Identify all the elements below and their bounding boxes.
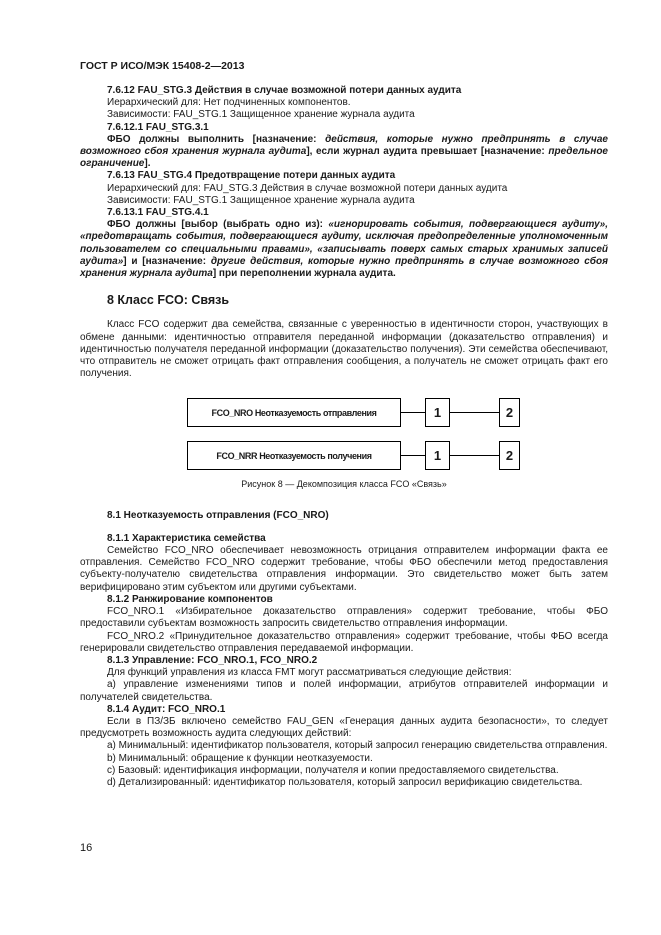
section-7-6-13-dependencies: Зависимости: FAU_STG.1 Защищенное хранение журнала аудита [107,194,415,206]
component-number: 1 [433,447,442,463]
section-8-1-title: 8.1 Неотказуемость отправления (FCO_NRO) [107,509,329,521]
section-8-1-4-item-d: d) Детализированный: идентификатор пользователя, который запросил верификацию свидетельства. [107,776,583,788]
element-fau-stg-4-1-text [80,219,608,280]
section-8-1-1-text: Семейство FCO_NRO обеспечивает невозможность отрицания отправителем информации факта ее отправления. Семейство FCO_NRO содержит требование, чтобы ФБО обеспечили метод предоставления субъекту-получателю свидетельства отправления информации. Это свидетельство может быть затем верифицировано этим субъектом или другими субъектами. [80,545,608,593]
component-box-1 [425,398,450,427]
element-text-part: ] и [назначение: [123,255,211,267]
section-8-1-2-para-1: FCO_NRO.1 «Избирательное доказательство отправления» содержит требование, чтобы ФБО предоставили субъектам возможность запросить свидетельство отправления информации. [80,606,608,630]
section-8-1-4-item-a: а) Минимальный: идентификатор пользователя, который запросил генерацию свидетельства отправления. [107,740,608,752]
connector-line [401,412,425,413]
section-8-intro: Класс FCO содержит два семейства, связанные с уверенностью в идентичности сторон, участвующих в обмене данными: идентичностью отправителя переданной информации (доказательство отправления) и идентичностью получателя переданной информации (доказательство получения). Эти семейства обеспечивают, что отправитель не сможет отрицать факт отправления сообщения, а получатель не сможет отрицать факт его получения. [80,319,608,380]
element-text-part: ], если журнал аудита превышает [назначение: [306,146,549,158]
element-fau-stg-3-1-text [80,134,608,171]
section-8-1-1-title: 8.1.1 Характеристика семейства [107,532,266,544]
element-7-6-12-1-id: 7.6.12.1 FAU_STG.3.1 [107,121,209,133]
section-7-6-13-hierarchy: Иерархический для: FAU_STG.3 Действия в случае возможной потери данных аудита [107,182,508,194]
section-8-1-4-item-b: b) Минимальный: обращение к функции неотказуемости. [107,752,373,764]
connector-line [450,455,499,456]
component-box-2 [499,398,520,427]
section-8-1-3-item-a: а) управление изменениями типов и полей информации, атрибутов отправителей информации и получателей свидетельства. [80,679,608,703]
component-number: 2 [505,447,514,463]
component-number: 1 [433,404,442,420]
element-text-assignment: другие действия, которые нужно предпринять в случае возможного сбоя хранения журнала аудита [80,255,608,280]
section-8-1-4-para-1: Если в ПЗ/ЗБ включено семейство FAU_GEN «Генерация данных аудита безопасности», то следует предусмотреть возможность аудита следующих действий: [80,715,608,740]
section-8-title: 8 Класс FCO: Связь [107,293,230,308]
element-text-part: ] при переполнении журнала аудита. [212,268,396,280]
family-label: FCO_NRO Неотказуемость отправления [211,407,377,418]
section-7-6-12-dependencies: Зависимости: FAU_STG.1 Защищенное хранение журнала аудита [107,109,415,121]
element-text-part: ФБО должны выполнить [назначение: [107,133,326,145]
page-number: 16 [80,842,93,854]
section-7-6-13-title: 7.6.13 FAU_STG.4 Предотвращение потери данных аудита [107,170,396,182]
page-content [80,85,608,789]
connector-line [401,455,425,456]
document-header: ГОСТ Р ИСО/МЭК 15408-2—2013 [80,60,245,72]
connector-line [450,412,499,413]
figure-8-caption: Рисунок 8 — Декомпозиция класса FCO «Связь» [241,479,447,490]
family-box-fco-nrr [187,441,401,470]
figure-8-diagram [80,388,608,476]
component-box-1 [425,441,450,470]
family-box-fco-nro [187,398,401,427]
section-8-1-4-title: 8.1.4 Аудит: FCO_NRO.1 [107,703,226,715]
element-text-selection: «игнорировать события, подвергающиеся аудиту», «предотвращать события, подвергающиеся аудиту, исключая предопределенные уполномоченным пользователем со специальными правами», «записывать поверх самых старых хранимых записей аудита» [80,219,608,267]
element-7-6-13-1-id: 7.6.13.1 FAU_STG.4.1 [107,207,209,219]
component-number: 2 [505,404,514,420]
section-7-6-12-hierarchy: Иерархический для: Нет подчиненных компонентов. [107,97,351,109]
element-text-assignment: предельное ограничение [80,146,608,170]
element-text-assignment: действия, которые нужно предпринять в случае возможного сбоя хранения журнала аудита [80,133,608,158]
element-text-part: ]. [144,158,151,170]
element-text-part: ФБО должны [выбор (выбрать одно из): [107,219,329,231]
section-8-1-3-para-1: Для функций управления из класса FMT могут рассматриваться следующие действия: [107,667,512,679]
section-8-1-3-title: 8.1.3 Управление: FCO_NRO.1, FCO_NRO.2 [107,654,318,666]
section-8-1-2-title: 8.1.2 Ранжирование компонентов [107,593,273,605]
section-8-1-4-item-c: c) Базовый: идентификация информации, получателя и копии предоставляемого свидетельства. [107,764,559,776]
family-label: FCO_NRR Неотказуемость получения [216,450,372,461]
section-7-6-12-title: 7.6.12 FAU_STG.3 Действия в случае возможной потери данных аудита [107,85,462,96]
section-8-1-2-para-2: FCO_NRO.2 «Принудительное доказательство отправления» содержит требование, чтобы ФБО всегда генерировали свидетельство отправления передаваемой информации. [80,630,608,654]
component-box-2 [499,441,520,470]
